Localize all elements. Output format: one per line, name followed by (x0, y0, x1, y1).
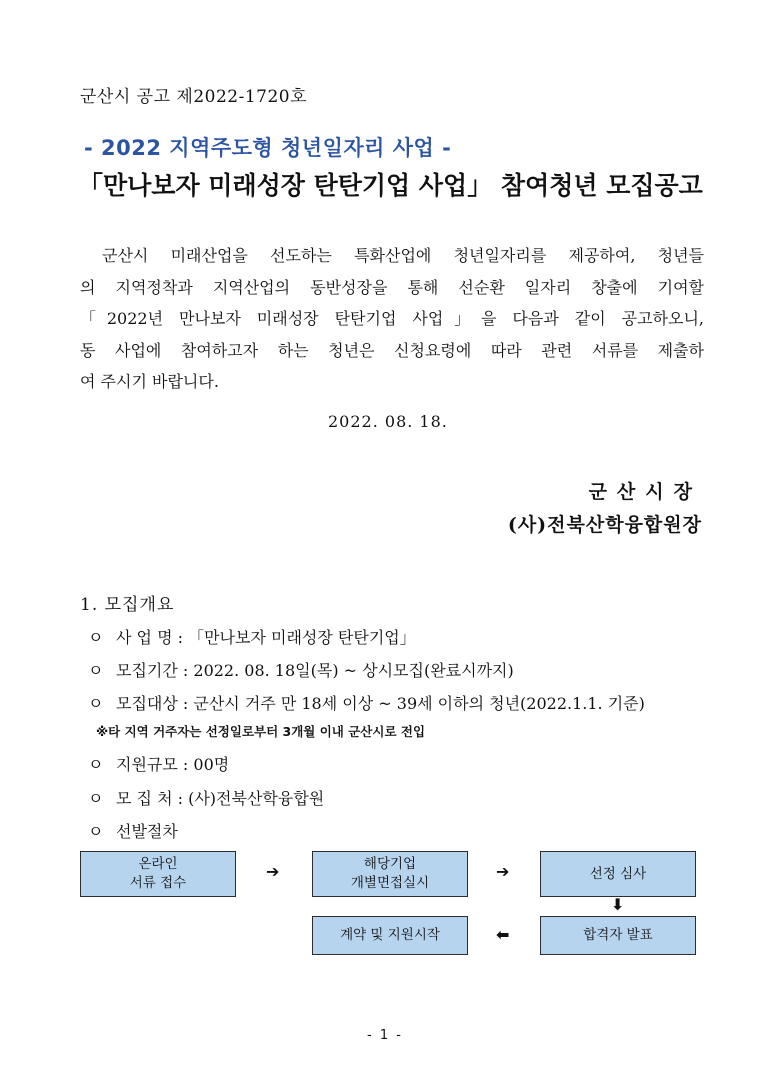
section-title: 1. 모집개요 (80, 595, 175, 615)
residence-note: ※타 지역 거주자는 선정일로부터 3개월 이내 군산시로 전입 (96, 724, 426, 739)
intro-line: 군산시 미래산업을 선도하는 특화산업에 청년일자리를 제공하여, 청년들 (102, 246, 704, 265)
flow-step-interview (312, 851, 468, 897)
arrow-right-icon: ➔ (266, 862, 280, 881)
flow-step-selection-review (540, 851, 696, 897)
flow-step-contract-start (312, 916, 468, 955)
flow-step-line: 개별면접실시 (350, 875, 430, 891)
flow-step-line: 서류 접수 (129, 875, 187, 891)
overview-item-selection (88, 819, 178, 842)
document-subtitle: - 2022 지역주도형 청년일자리 사업 - (84, 136, 452, 160)
document-title: 「만나보자 미래성장 탄탄기업 사업」 참여청년 모집공고 (78, 171, 703, 200)
overview-item-period (88, 658, 514, 681)
flow-step-line: 선정 심사 (589, 865, 647, 882)
flow-step-online-application (80, 851, 236, 897)
bullet-circle-icon: ㅇ (88, 628, 104, 647)
overview-item-text: 모 집 처 : (사)전북산학융합원 (116, 789, 325, 808)
flow-step-line: 해당기업 (363, 856, 417, 872)
overview-item-business-name (88, 625, 416, 648)
bullet-circle-icon: ㅇ (88, 755, 104, 774)
notice-number: 군산시 공고 제2022-1720호 (80, 87, 308, 107)
arrow-right-icon: ➔ (496, 862, 510, 881)
overview-item-recruiter (88, 786, 324, 809)
overview-item-text: 사 업 명 : 「만나보자 미래성장 탄탄기업」 (116, 628, 416, 647)
flow-step-line: 온라인 (138, 856, 178, 872)
flow-step-result-announcement (540, 916, 696, 955)
signatory-association: (사)전북산학융합원장 (507, 514, 702, 536)
intro-paragraph (80, 240, 704, 398)
flow-step-line: 계약 및 지원시작 (340, 927, 440, 943)
overview-item-scale (88, 752, 229, 775)
flow-step-line: 합격자 발표 (583, 927, 653, 943)
intro-line: 「2022년 만나보자 미래성장 탄탄기업 사업」을 다음과 같이 공고하오니, (80, 309, 704, 328)
overview-item-text: 지원규모 : 00명 (116, 755, 230, 774)
overview-item-text: 모집대상 : 군산시 거주 만 18세 이상 ~ 39세 이하의 청년(2022.1.1. 기준) (116, 694, 645, 713)
intro-line: 동 사업에 참여하고자 하는 청년은 신청요령에 따라 관련 서류를 제출하 (80, 340, 704, 360)
bullet-circle-icon: ㅇ (88, 694, 104, 713)
arrow-down-icon: ⬇ (611, 895, 625, 914)
bullet-circle-icon: ㅇ (88, 789, 104, 808)
bullet-circle-icon: ㅇ (88, 661, 104, 680)
page-number: - 1 - (367, 1028, 403, 1043)
bullet-circle-icon: ㅇ (88, 822, 104, 841)
signatory-mayor: 군산시장 (588, 481, 702, 503)
overview-item-target (88, 691, 645, 714)
overview-item-text: 선발절차 (116, 822, 178, 841)
intro-line: 의 지역정착과 지역산업의 동반성장을 통해 선순환 일자리 창출에 기여할 (80, 277, 704, 297)
overview-item-text: 모집기간 : 2022. 08. 18일(목) ~ 상시모집(완료시까지) (116, 661, 514, 680)
notice-date: 2022. 08. 18. (328, 412, 448, 431)
arrow-left-icon: ⬅ (496, 925, 510, 944)
intro-line: 여 주시기 바랍니다. (80, 372, 219, 391)
